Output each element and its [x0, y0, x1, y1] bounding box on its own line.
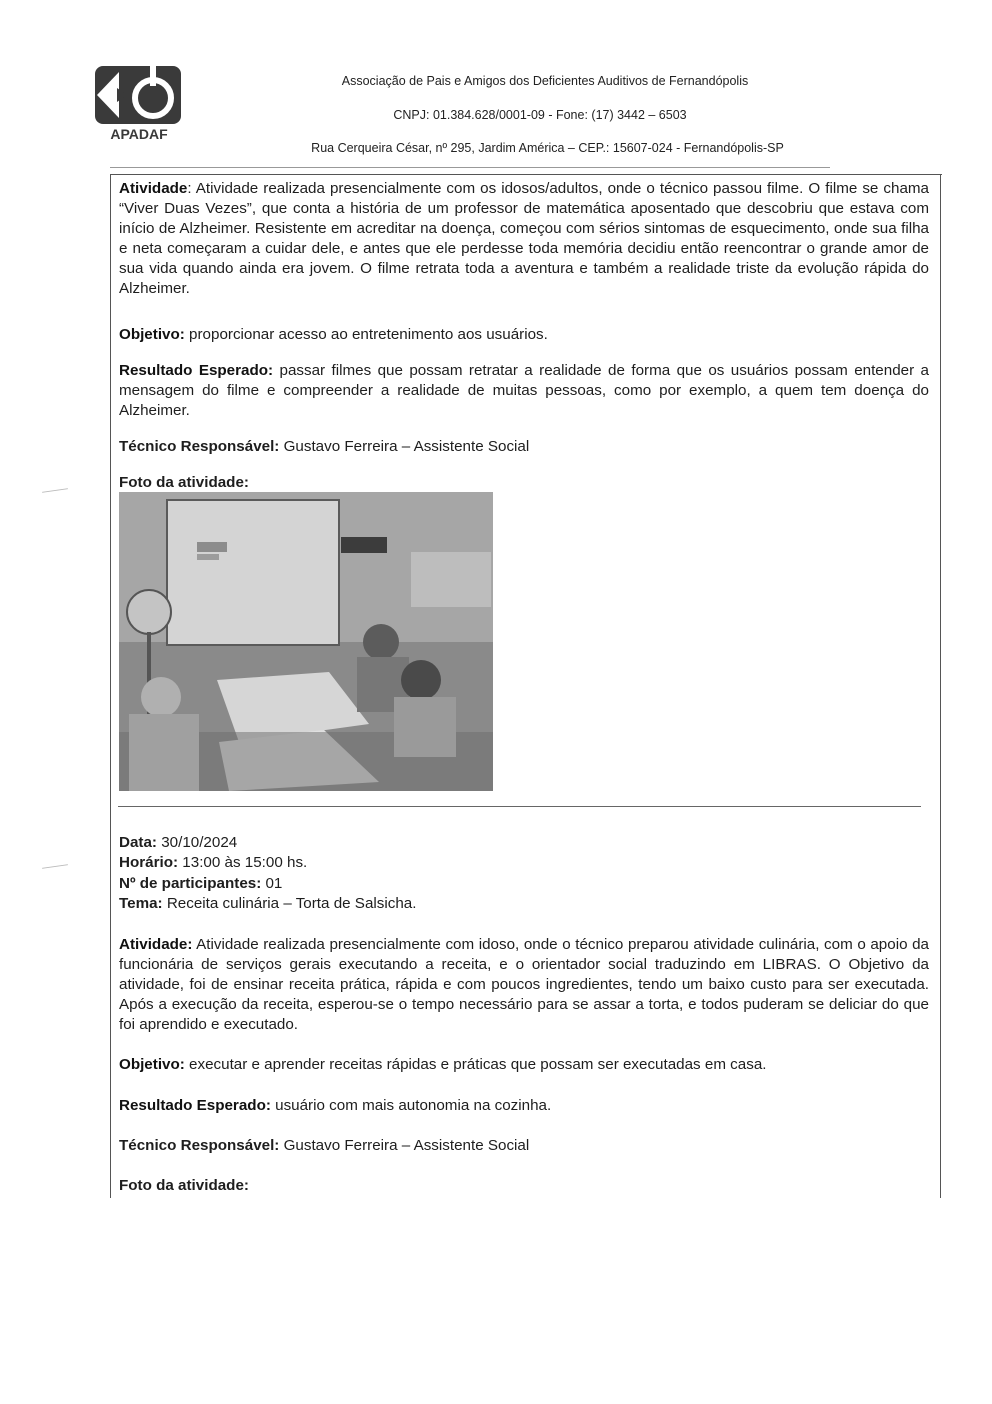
apadaf-logo: [93, 64, 185, 144]
scan-margin-mark: [42, 864, 68, 869]
activity1-tecnico-text: Gustavo Ferreira – Assistente Social: [279, 438, 530, 455]
activity2-tecnico-text: Gustavo Ferreira – Assistente Social: [279, 1137, 530, 1154]
scan-margin-mark: [42, 488, 68, 493]
activity2-horario-value: 13:00 às 15:00 hs.: [178, 854, 308, 871]
section-divider: [118, 806, 921, 807]
activity2-description: [119, 935, 929, 1035]
activity2-technician: [119, 1136, 529, 1156]
organization-name: Associação de Pais e Amigos dos Deficientes Auditivos de Fernandópolis: [341, 74, 749, 88]
activity2-photo-label: Foto da atividade:: [119, 1177, 249, 1194]
activity2-objetivo-label: Objetivo:: [119, 1056, 185, 1073]
activity2-objective: [119, 1055, 929, 1075]
frame-top-border: [110, 174, 942, 175]
activity2-objetivo-text: executar e aprender receitas rápidas e práticas que possam ser executadas em casa.: [184, 1056, 767, 1073]
activity1-objetivo-label: Objetivo:: [119, 326, 185, 343]
activity2-atividade-label: Atividade:: [119, 936, 193, 953]
activity2-theme: [119, 894, 416, 914]
activity2-participantes-value: 01: [261, 875, 283, 892]
activity2-tema-label: Tema:: [119, 895, 163, 912]
address: Rua Cerqueira César, nº 295, Jardim América – CEP.: 15607-024 - Fernandópolis-SP: [311, 141, 784, 155]
cnpj-phone: CNPJ: 01.384.628/0001-09 - Fone: (17) 3442 – 6503: [393, 108, 687, 122]
activity1-resultado-text: passar filmes que possam retratar a realidade de forma que os usuários possam entender a mensagem do filme e compreender a realidade de muitas pessoas, como por exemplo, a quem tem doença do Alzheimer.: [119, 362, 930, 419]
activity1-photo-label: Foto da atividade:: [119, 474, 249, 491]
activity2-resultado-label: Resultado Esperado:: [119, 1097, 271, 1114]
activity1-tecnico-label: Técnico Responsável:: [119, 438, 280, 455]
frame-left-border: [110, 174, 111, 1198]
activity2-data-value: 30/10/2024: [156, 834, 238, 851]
activity1-objetivo-text: proporcionar acesso ao entretenimento aos usuários.: [184, 326, 548, 343]
activity2-resultado-text: usuário com mais autonomia na cozinha.: [270, 1097, 552, 1114]
activity1-expected-result: [119, 361, 929, 421]
activity2-data-label: Data:: [119, 834, 157, 851]
activity1-objective: [119, 325, 929, 345]
activity1-technician: [119, 437, 529, 457]
frame-right-border: [940, 174, 941, 1198]
logo-text: APADAF: [110, 126, 168, 142]
activity1-photo: [119, 492, 493, 791]
activity2-expected-result: [119, 1096, 929, 1116]
activity2-date: [119, 833, 237, 853]
activity2-tema-value: Receita culinária – Torta de Salsicha.: [162, 895, 417, 912]
activity2-horario-label: Horário:: [119, 854, 179, 871]
activity2-tecnico-label: Técnico Responsável:: [119, 1137, 280, 1154]
activity1-description: [119, 179, 929, 299]
activity2-participants: [119, 874, 282, 894]
activity1-atividade-text: : Atividade realizada presencialmente com os idosos/adultos, onde o técnico passou filme. O filme se chama “Viver Duas Vezes”, que conta a história de um professor de matemática aposentado que descobriu que estava com início de Alzheimer. Resistente em acreditar na doença, começou com sérios sintomas de esquecimento, onde sua filha e neta começaram a cuidar dele, e antes que ele perdesse toda memória decidiu então reencontrar o grande amor de sua vida quando ainda era jovem. O filme retrata toda a aventura e também a realidade triste da evolução rápida do Alzheimer.: [119, 180, 929, 297]
activity1-resultado-label: Resultado Esperado:: [119, 362, 274, 379]
header-divider: [110, 167, 830, 168]
activity2-participantes-label: Nº de participantes:: [119, 875, 262, 892]
activity2-atividade-text: Atividade realizada presencialmente com idoso, onde o técnico preparou atividade culinária, com o apoio da funcionária de serviços gerais executando a receita, e o orientador social traduzindo em LIBRAS. O Objetivo da atividade, foi de ensinar receita prática, rápida e com poucos ingredientes, tendo um baixo custo para ser executada. Após a execução da receita, esperou-se o tempo necessário para se assar a torta, e todos puderam se deliciar do que foi aprendido e executado.: [119, 936, 929, 1033]
activity2-time: [119, 853, 307, 873]
activity1-atividade-label: Atividade: [119, 180, 188, 197]
